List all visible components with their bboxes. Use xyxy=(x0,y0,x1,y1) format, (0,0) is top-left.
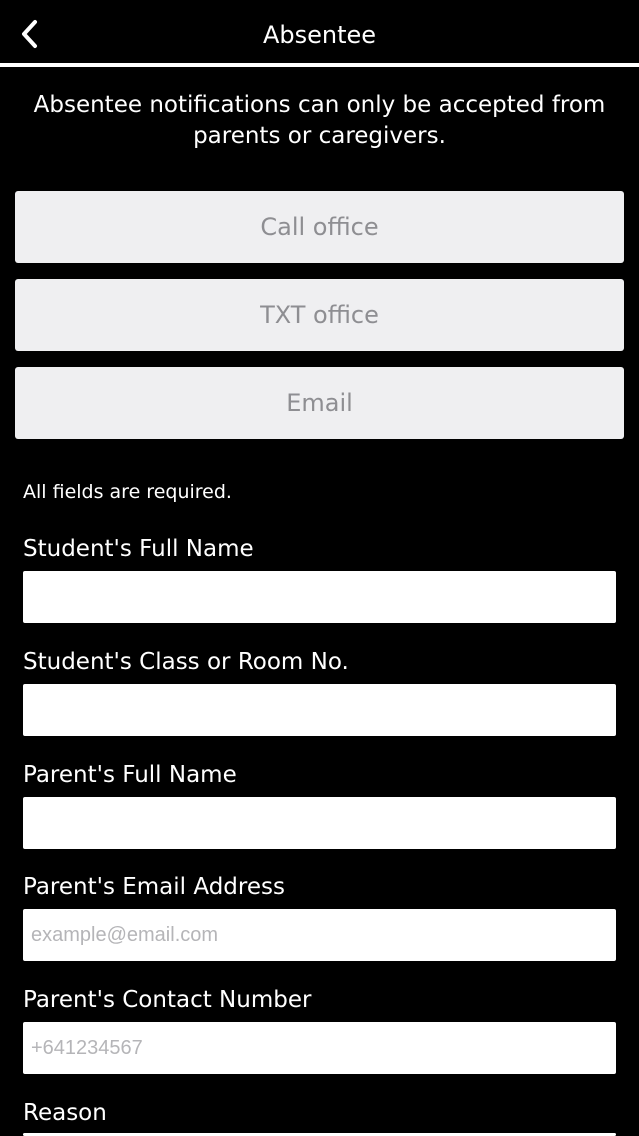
parent-email-label: Parent's Email Address xyxy=(23,874,285,900)
parent-full-name-input[interactable] xyxy=(23,797,616,849)
student-class-label: Student's Class or Room No. xyxy=(23,649,349,675)
student-full-name-input[interactable] xyxy=(23,571,616,623)
parent-contact-input[interactable] xyxy=(23,1022,616,1074)
navigation-bar xyxy=(0,0,639,64)
nav-divider xyxy=(0,63,639,67)
parent-contact-label: Parent's Contact Number xyxy=(23,987,312,1013)
reason-label: Reason xyxy=(23,1100,107,1126)
student-class-input[interactable] xyxy=(23,684,616,736)
call-office-button[interactable]: Call office xyxy=(15,191,624,263)
txt-office-button[interactable]: TXT office xyxy=(15,279,624,351)
student-full-name-label: Student's Full Name xyxy=(23,536,254,562)
parent-full-name-label: Parent's Full Name xyxy=(23,762,237,788)
intro-text: Absentee notifications can only be accepted from parents or caregivers. xyxy=(33,92,606,149)
required-note: All fields are required. xyxy=(23,481,232,503)
page-title: Absentee xyxy=(262,21,377,49)
email-button[interactable]: Email xyxy=(15,367,624,439)
parent-email-input[interactable] xyxy=(23,909,616,961)
